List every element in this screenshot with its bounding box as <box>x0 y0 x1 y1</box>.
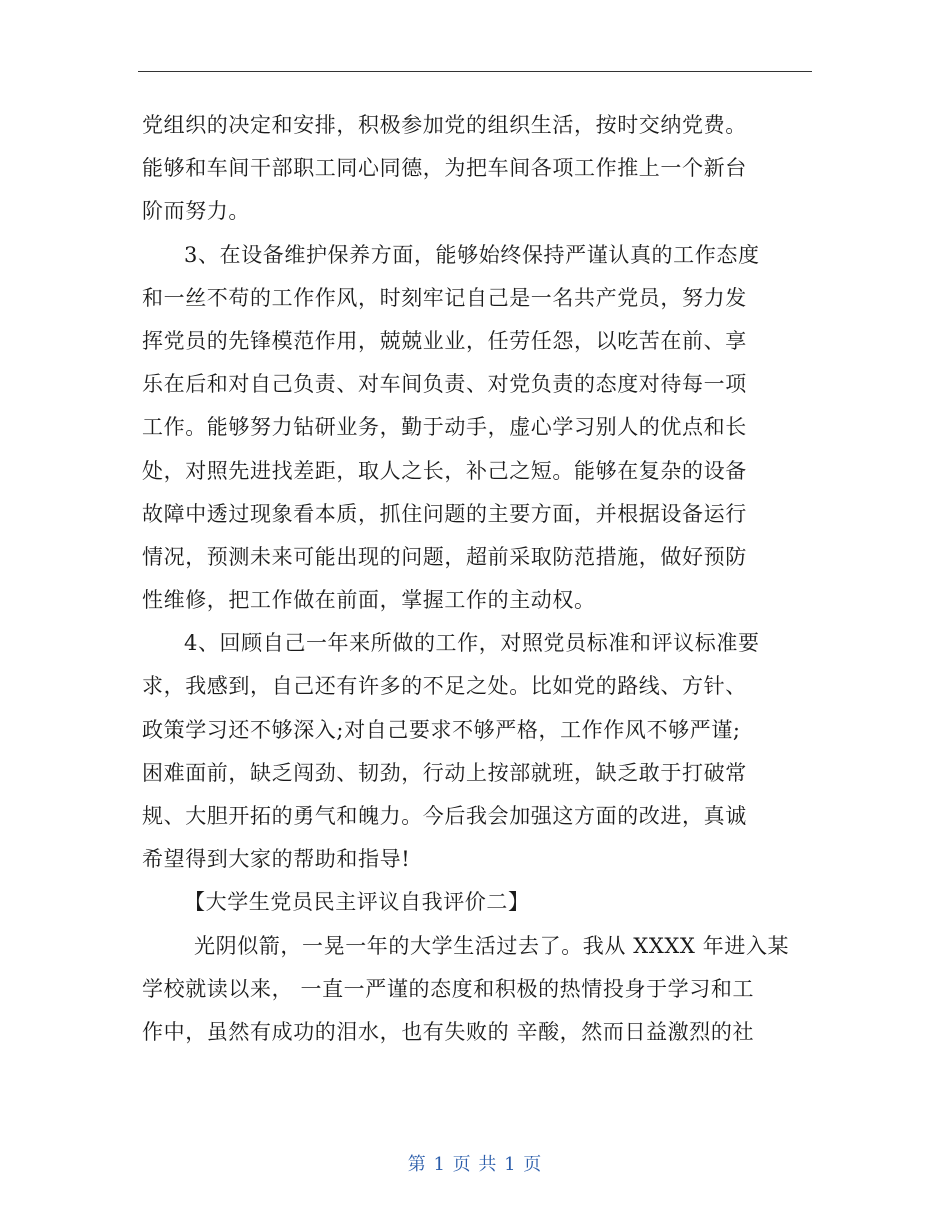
text-line: 4、回顾自己一年来所做的工作，对照党员标准和评议标准要 <box>184 631 760 656</box>
text-line: 光阴似箭，一晃一年的大学生活过去了。我从 XXXX 年进入某 <box>194 933 790 958</box>
text-line: 党组织的决定和安排，积极参加党的组织生活，按时交纳党费。 <box>142 113 747 137</box>
text-line: 情况，预测未来可能出现的问题，超前采取防范措施，做好预防 <box>142 544 747 569</box>
body-text <box>142 104 808 1054</box>
text-line: 3、在设备维护保养方面，能够始终保持严谨认真的工作态度 <box>184 242 760 267</box>
text-line: 困难面前，缺乏闯劲、韧劲，行动上按部就班，缺乏敢于打破常 <box>142 760 747 785</box>
header-rule <box>138 71 812 72</box>
text-line: 处，对照先进找差距，取人之长，补己之短。能够在复杂的设备 <box>142 458 747 483</box>
text-line: 能够和车间干部职工同心同德，为把车间各项工作推上一个新台 <box>142 156 747 181</box>
page-footer: 第 1 页 共 1 页 <box>407 1154 543 1175</box>
text-line: 故障中透过现象看本质，抓住问题的主要方面，并根据设备运行 <box>142 501 747 526</box>
text-line: 阶而努力。 <box>142 199 250 224</box>
text-line: 政策学习还不够深入;对自己要求不够严格，工作作风不够严谨; <box>142 717 741 742</box>
text-line: 挥党员的先锋模范作用，兢兢业业，任劳任怨，以吃苦在前、享 <box>142 328 747 353</box>
text-line: 规、大胆开拓的勇气和魄力。今后我会加强这方面的改进，真诚 <box>142 804 747 828</box>
text-line: 工作。能够努力钻研业务，勤于动手，虚心学习别人的优点和长 <box>142 415 747 440</box>
text-line: 和一丝不苟的工作作风，时刻牢记自己是一名共产党员，努力发 <box>142 285 747 310</box>
text-line: 乐在后和对自己负责、对车间负责、对党负责的态度对待每一项 <box>142 372 747 397</box>
text-line: 求，我感到，自己还有许多的不足之处。比如党的路线、方针、 <box>142 674 747 699</box>
text-line: 作中，虽然有成功的泪水，也有失败的 辛酸，然而日益激烈的社 <box>142 1019 755 1044</box>
text-line: 学校就读以来， 一直一严谨的态度和积极的热情投身于学习和工 <box>142 976 755 1001</box>
text-line: 希望得到大家的帮助和指导! <box>142 847 411 872</box>
section-heading: 【大学生党员民主评议自我评价二】 <box>184 890 530 915</box>
text-line: 性维修，把工作做在前面，掌握工作的主动权。 <box>142 588 596 613</box>
